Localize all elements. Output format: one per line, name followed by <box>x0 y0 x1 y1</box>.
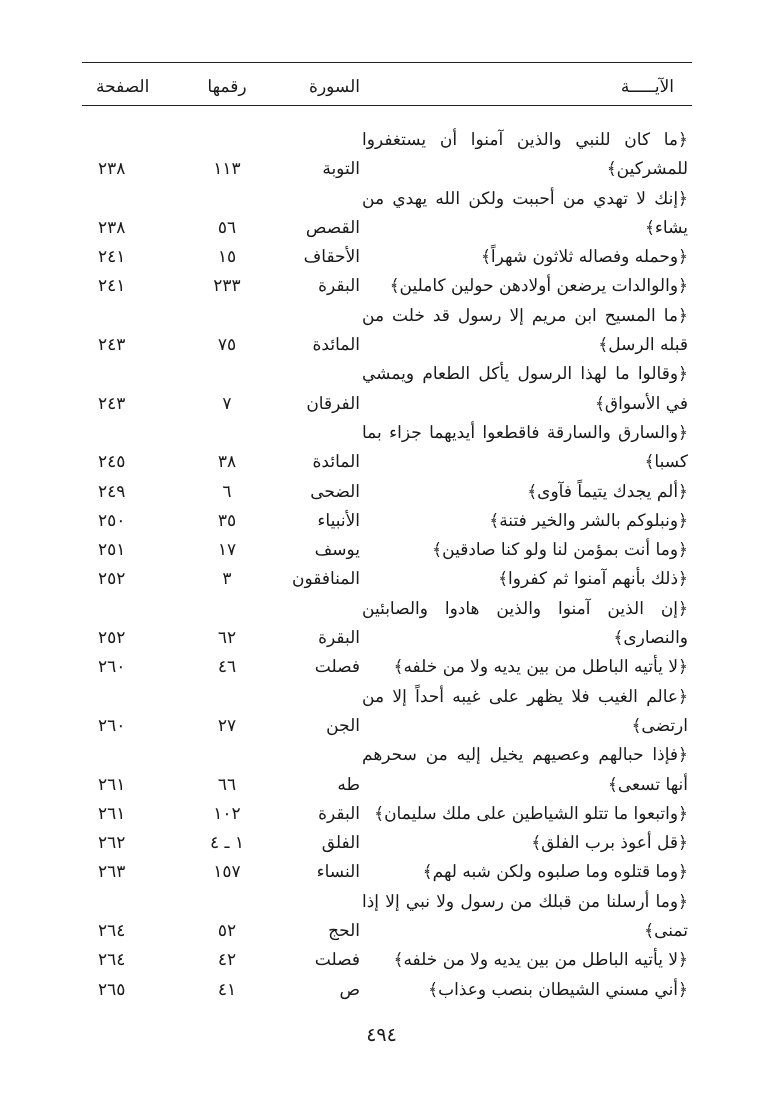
verse-number: ١٧ <box>217 540 237 561</box>
surah-name: المنافقون <box>291 569 360 590</box>
verse-text: ﴿ألم يجدك يتيماً فآوى﴾ <box>527 481 688 502</box>
verse-cell <box>362 888 692 947</box>
verse-number: ١٠٢ <box>213 803 241 824</box>
verse-number: ٥٦ <box>217 217 237 238</box>
table-row <box>82 302 692 361</box>
page-ref: ٢٦٠ <box>98 657 126 678</box>
verse-number: ٥٢ <box>217 921 237 942</box>
verse-number: ٣٨ <box>217 452 237 473</box>
verse-text: ﴿والسارق والسارقة فاقطعوا أيديهما جزاء بما كسبا﴾ <box>362 422 688 473</box>
verse-number: ١٥ <box>217 247 237 268</box>
surah-name: الأحقاف <box>303 247 360 268</box>
page-ref: ٢٥٠ <box>98 510 126 531</box>
surah-name: طه <box>337 774 360 795</box>
verse-cell <box>362 126 692 185</box>
page-ref: ٢٤٣ <box>98 393 126 414</box>
verse-cell <box>362 507 692 536</box>
verse-cell <box>362 565 692 594</box>
page-ref: ٢٣٨ <box>98 217 126 238</box>
verse-number: ١٥٧ <box>213 862 241 883</box>
verse-text: ﴿واتبعوا ما تتلو الشياطين على ملك سليمان﴾ <box>374 803 688 824</box>
verse-text: ﴿عالم الغيب فلا يظهر على غيبه أحداً إلا من ارتضى﴾ <box>362 686 688 736</box>
verse-text: ﴿وما قتلوه وما صلبوه ولكن شبه لهم﴾ <box>422 862 688 883</box>
surah-name: يوسف <box>314 540 360 561</box>
verse-number: ٦٦ <box>217 774 237 795</box>
surah-name: الفلق <box>321 833 360 854</box>
table-row <box>82 858 692 887</box>
table-row <box>82 565 692 594</box>
surah-name: القصص <box>305 217 360 238</box>
verse-cell <box>362 829 692 858</box>
verse-text: ﴿والوالدات يرضعن أولادهن حولين كاملين﴾ <box>389 276 688 297</box>
verse-text: ﴿ونبلوكم بالشر والخير فتنة﴾ <box>489 510 688 531</box>
table-header <box>82 63 692 106</box>
page-ref: ٢٤٥ <box>98 452 126 473</box>
verse-cell <box>362 595 692 654</box>
page-ref: ٢٦٤ <box>98 950 126 971</box>
header-verse: الآيـــــة <box>362 63 692 106</box>
table-body <box>82 106 692 1005</box>
verse-number: ٦٢ <box>217 628 237 649</box>
table-row <box>82 185 692 244</box>
page-ref: ٢٦٣ <box>98 862 126 883</box>
verse-cell <box>362 302 692 361</box>
surah-name: الجن <box>326 715 360 736</box>
verse-text: ﴿لا يأتيه الباطل من بين يديه ولا من خلفه﴾ <box>393 657 688 678</box>
header-surah: السورة <box>270 63 362 106</box>
page-ref: ٢٦٤ <box>98 921 126 942</box>
table-spacer <box>82 106 692 127</box>
verse-cell <box>362 741 692 800</box>
table-row <box>82 595 692 654</box>
page-ref: ٢٥٢ <box>98 569 126 590</box>
verse-number: ١١٣ <box>213 159 241 180</box>
header-page: الصفحة <box>82 63 184 106</box>
verse-cell <box>362 185 692 244</box>
verse-text: ﴿وحمله وفصاله ثلاثون شهراً﴾ <box>480 247 688 268</box>
table-row <box>82 507 692 536</box>
verse-cell <box>362 946 692 975</box>
table-row <box>82 243 692 272</box>
surah-name: البقرة <box>318 628 360 649</box>
surah-name: المائدة <box>312 335 360 356</box>
verse-number: ٤٦ <box>217 657 237 678</box>
page-ref: ٢٦٥ <box>98 979 126 1000</box>
page-ref: ٢٦١ <box>98 803 126 824</box>
page-ref: ٢٤٩ <box>98 481 126 502</box>
verse-cell <box>362 976 692 1005</box>
page-ref: ٢٤١ <box>98 276 126 297</box>
verse-text: ﴿لا يأتيه الباطل من بين يديه ولا من خلفه﴾ <box>393 950 688 971</box>
table-row <box>82 536 692 565</box>
verse-cell <box>362 653 692 682</box>
page-ref: ٢٤٣ <box>98 335 126 356</box>
surah-name: الحج <box>328 921 360 942</box>
verse-number: ١ ـ ٤ <box>209 833 245 854</box>
header-row <box>82 63 692 106</box>
verse-text: ﴿إن الذين آمنوا والذين هادوا والصابئين والنصارى﴾ <box>362 598 688 649</box>
verse-text: ﴿قل أعوذ برب الفلق﴾ <box>531 833 688 854</box>
verse-text: ﴿أني مسني الشيطان بنصب وعذاب﴾ <box>428 979 688 1000</box>
verse-number: ٢٣٣ <box>213 276 241 297</box>
verse-number: ٧ <box>222 393 232 414</box>
page-ref: ٢٣٨ <box>98 159 126 180</box>
table-row <box>82 946 692 975</box>
verse-number: ٣ <box>222 569 232 590</box>
page-ref: ٢٥٢ <box>98 628 126 649</box>
table-row <box>82 272 692 301</box>
table-row <box>82 829 692 858</box>
header-verse-number: رقمها <box>184 63 270 106</box>
verse-number: ٢٧ <box>217 715 237 736</box>
page-ref: ٢٦١ <box>98 774 126 795</box>
verse-cell <box>362 272 692 301</box>
table-row <box>82 419 692 478</box>
table-row <box>82 741 692 800</box>
verse-text: ﴿ما كان للنبي والذين آمنوا أن يستغفروا للمشركين﴾ <box>362 130 688 180</box>
surah-name: المائدة <box>312 452 360 473</box>
surah-name: الأنبياء <box>317 510 360 531</box>
verse-text: ﴿ما المسيح ابن مريم إلا رسول قد خلت من قبله الرسل﴾ <box>362 305 688 356</box>
table-row <box>82 800 692 829</box>
verse-cell <box>362 800 692 829</box>
verse-text: ﴿إنك لا تهدي من أحببت ولكن الله يهدي من يشاء﴾ <box>362 188 688 238</box>
verse-text: ﴿وما أنت بمؤمن لنا ولو كنا صادقين﴾ <box>432 540 688 561</box>
page-ref: ٢٥١ <box>98 540 126 561</box>
verse-text: ﴿وقالوا ما لهذا الرسول يأكل الطعام ويمشي في الأسواق﴾ <box>362 364 688 414</box>
page-number: ٤٩٤ <box>366 1024 397 1046</box>
surah-name: التوبة <box>322 159 360 180</box>
verse-cell <box>362 683 692 742</box>
verse-number: ٣٥ <box>217 510 237 531</box>
verse-number: ٤١ <box>217 979 237 1000</box>
verse-text: ﴿فإذا حبالهم وعصيهم يخيل إليه من سحرهم أنها تسعى﴾ <box>362 745 688 795</box>
table-row <box>82 360 692 419</box>
verse-text: ﴿ذلك بأنهم آمنوا ثم كفروا﴾ <box>498 569 688 590</box>
table-row <box>82 683 692 742</box>
table-row <box>82 888 692 947</box>
surah-name: البقرة <box>318 803 360 824</box>
surah-name: النساء <box>316 862 360 883</box>
verse-cell <box>362 536 692 565</box>
surah-name: ص <box>339 979 360 1000</box>
page-ref: ٢٤١ <box>98 247 126 268</box>
surah-name: فصلت <box>314 657 360 678</box>
verse-cell <box>362 243 692 272</box>
table-row <box>82 653 692 682</box>
table-row <box>82 126 692 185</box>
surah-name: الضحى <box>310 481 360 502</box>
table-row <box>82 976 692 1005</box>
verse-cell <box>362 360 692 419</box>
verse-number: ٧٥ <box>217 335 237 356</box>
table-row <box>82 478 692 507</box>
surah-name: الفرقان <box>306 393 360 414</box>
verse-text: ﴿وما أرسلنا من قبلك من رسول ولا نبي إلا إذا تمنى﴾ <box>362 891 688 942</box>
verse-number: ٦ <box>222 481 232 502</box>
verse-cell <box>362 478 692 507</box>
page-ref: ٢٦٢ <box>98 833 126 854</box>
verse-index-table <box>82 62 692 1005</box>
verse-cell <box>362 419 692 478</box>
surah-name: فصلت <box>314 950 360 971</box>
page-ref: ٢٦٠ <box>98 715 126 736</box>
surah-name: البقرة <box>318 276 360 297</box>
verse-number: ٤٢ <box>217 950 237 971</box>
verse-cell <box>362 858 692 887</box>
